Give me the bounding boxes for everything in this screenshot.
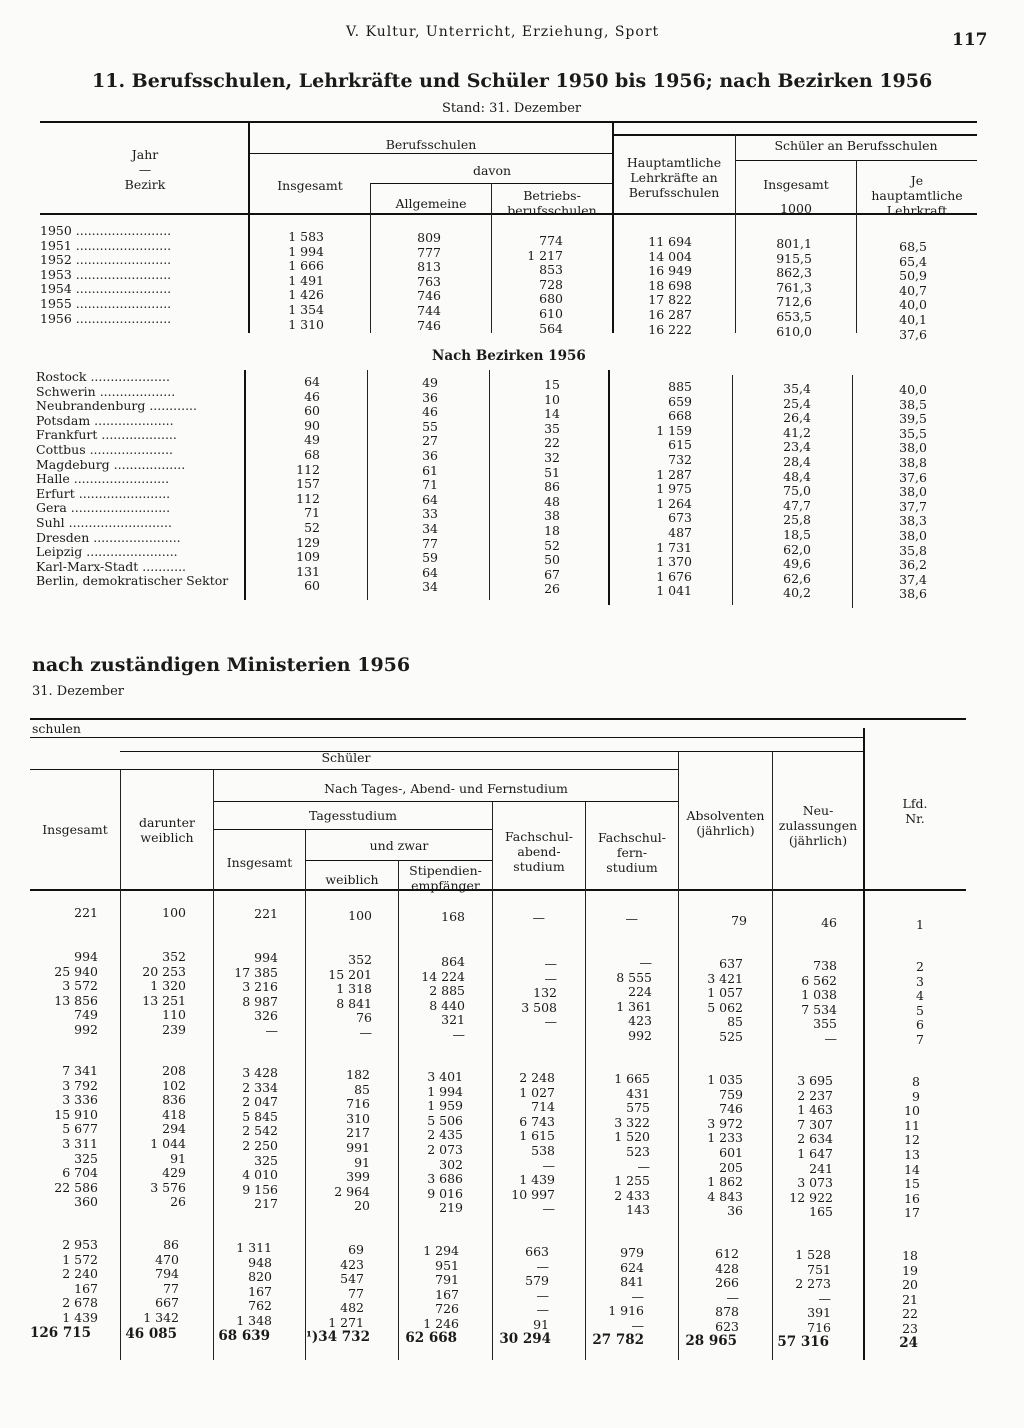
- total-neu: 57 316: [777, 1334, 829, 1350]
- running-header: V. Kultur, Unterricht, Erziehung, Sport: [346, 24, 660, 40]
- table1b-vline-2: [367, 370, 368, 600]
- g4-abend: 663 — 579 — — 91: [525, 1244, 549, 1332]
- table2-head-fernstudium: Fachschul- fern- studium: [597, 830, 667, 875]
- g4-stipendien: 1 294 951 791 167 726 1 246: [423, 1243, 459, 1331]
- table2-rule-tagesstudium: [214, 829, 492, 830]
- year-labels: 1950 ........................ 1951 ........................ 1952 ........................ 1953 ........................ 1954 ........................ 1955 ........................ 1956 ........................: [40, 224, 172, 326]
- g1-t-insgesamt: 221: [254, 906, 278, 921]
- table2-rule-insgesamt: [30, 769, 678, 770]
- years-lehrkraefte: 11 694 14 004 16 949 18 698 17 822 16 287 16 222: [648, 234, 692, 337]
- districts-allgemeine: 49 36 46 55 27 36 61 71 64 33 34 77 59 64 34: [422, 375, 438, 595]
- g4-fern: 979 624 841 — 1 916 —: [608, 1245, 644, 1333]
- g2-fern: — 8 555 224 1 361 423 992: [616, 955, 652, 1043]
- years-insgesamt: 1 583 1 994 1 666 1 491 1 426 1 354 1 310: [288, 229, 324, 332]
- years-je-lehrkraft: 68,5 65,4 50,9 40,7 40,0 40,1 37,6: [899, 239, 927, 342]
- g3-t-insgesamt: 3 428 2 334 2 047 5 845 2 542 2 250 325 4 010 9 156 217: [242, 1065, 278, 1212]
- head-jahr: Jahr: [131, 147, 159, 162]
- table2-date: 31. Dezember: [32, 684, 125, 699]
- table2-head-und-zwar: und zwar: [369, 838, 429, 853]
- table2-head-t-insgesamt: Insgesamt: [226, 855, 293, 870]
- g3-absolventen: 1 035 759 746 3 972 1 233 601 205 1 862 4 843 36: [707, 1072, 743, 1219]
- head-hauptamtliche-lehrkraefte: Hauptamtliche Lehrkräfte an Berufsschulen: [626, 155, 722, 200]
- table1-top-rule: [40, 121, 977, 123]
- g1-lfd: 1: [916, 917, 924, 932]
- g2-darunter: 352 20 253 1 320 13 251 110 239: [142, 949, 186, 1037]
- g4-neu: 1 528 751 2 273 — 391 716: [795, 1247, 831, 1335]
- g2-absolventen: 637 3 421 1 057 5 062 85 525: [707, 956, 743, 1044]
- g4-weiblich: 69 423 547 77 482 1 271: [328, 1242, 364, 1330]
- table1-stand: Stand: 31. Dezember: [442, 101, 582, 116]
- total-abend: 30 294: [499, 1331, 551, 1347]
- page-number: 117: [952, 30, 988, 50]
- total-weiblich: ¹)34 732: [306, 1329, 370, 1345]
- table1b-vline-5: [732, 375, 733, 605]
- total-darunter: 46 085: [125, 1326, 177, 1342]
- g3-abend: 2 248 1 027 714 6 743 1 615 538 — 1 439 10 997 —: [511, 1070, 555, 1217]
- table2-head-schulen: schulen: [32, 721, 81, 736]
- g3-weiblich: 182 85 716 310 217 991 91 399 2 964 20: [334, 1067, 370, 1214]
- table2-rule-nach-tages: [214, 801, 678, 802]
- years-schueler: 801,1 915,5 862,3 761,3 712,6 653,5 610,0: [776, 236, 812, 339]
- table1b-vline-6: [852, 375, 853, 608]
- g2-abend: — — 132 3 508 —: [521, 956, 557, 1030]
- g3-insgesamt: 7 341 3 792 3 336 15 910 5 677 3 311 325 6 704 22 586 360: [54, 1063, 98, 1210]
- g1-darunter: 100: [162, 905, 186, 920]
- g4-lfd: 18 19 20 21 22 23: [902, 1248, 918, 1336]
- g1-abend: —: [532, 910, 545, 925]
- districts-insgesamt: 64 46 60 90 49 68 112 157 112 71 52 129 109 131 60: [296, 374, 320, 594]
- g3-darunter: 208 102 836 418 294 1 044 91 429 3 576 26: [150, 1063, 186, 1210]
- head-bezirk: Bezirk: [124, 177, 166, 192]
- table1b-vline-4: [608, 370, 610, 605]
- table1-title: 11. Berufsschulen, Lehrkräfte und Schüler 1950 bis 1956; nach Bezirken 1956: [92, 70, 933, 92]
- table2-head-darunter-weiblich: darunter weiblich: [139, 815, 195, 845]
- table2-head-rule: [30, 889, 966, 891]
- districts-lehrkraefte: 885 659 668 1 159 615 732 1 287 1 975 1 264 673 487 1 731 1 370 1 676 1 041: [656, 379, 692, 599]
- table2-top-rule: [30, 718, 966, 720]
- total-insgesamt: 126 715: [30, 1325, 92, 1341]
- g3-neu: 3 695 2 237 1 463 7 307 2 634 1 647 241 3 073 12 922 165: [789, 1073, 833, 1220]
- head-je-lehrkraft: Je hauptamtliche Lehrkraft: [871, 173, 963, 218]
- table1-rule-berufsschulen: [250, 153, 613, 154]
- g4-t-insgesamt: 1 311 948 820 167 762 1 348: [236, 1240, 272, 1328]
- table2-head-stipendien: Stipendien- empfänger: [409, 863, 482, 893]
- districts-je-lehrkraft: 40,0 38,5 39,5 35,5 38,0 38,8 37,6 38,0 37,7 38,3 38,0 35,8 36,2 37,4 38,6: [899, 382, 927, 602]
- g2-insgesamt: 994 25 940 3 572 13 856 749 992: [54, 949, 98, 1037]
- table2-rule-schulen: [30, 737, 864, 738]
- g1-insgesamt: 221: [74, 905, 98, 920]
- total-stipendien: 62 668: [405, 1330, 457, 1346]
- head-berufsschulen: Berufsschulen: [385, 137, 477, 152]
- total-absolventen: 28 965: [685, 1333, 737, 1349]
- nach-bezirken-heading: Nach Bezirken 1956: [432, 348, 586, 364]
- g3-stipendien: 3 401 1 994 1 959 5 506 2 435 2 073 302 3 686 9 016 219: [427, 1069, 463, 1216]
- table2-title: nach zuständigen Ministerien 1956: [32, 654, 411, 676]
- table2-head-neuzulassungen: Neu- zulassungen (jährlich): [778, 803, 858, 848]
- head-schueler-an-berufsschulen: Schüler an Berufsschulen: [774, 138, 938, 153]
- table2-head-schueler: Schüler: [321, 750, 371, 765]
- g1-absolventen: 79: [731, 913, 747, 928]
- g2-lfd: 2 3 4 5 6 7: [916, 959, 924, 1047]
- districts-betriebs: 15 10 14 35 22 32 51 86 48 38 18 52 50 67 26: [544, 377, 560, 597]
- g3-fern: 1 665 431 575 3 322 1 520 523 — 1 255 2 433 143: [614, 1071, 650, 1218]
- table1b-vline-1: [244, 370, 246, 600]
- g2-t-insgesamt: 994 17 385 3 216 8 987 326 —: [234, 950, 278, 1038]
- table2-head-absolventen: Absolventen (jährlich): [686, 808, 765, 838]
- g1-stipendien: 168: [441, 909, 465, 924]
- table2-head-insgesamt: Insgesamt: [42, 822, 108, 837]
- head-davon: davon: [472, 163, 512, 178]
- g4-absolventen: 612 428 266 — 878 623: [715, 1246, 739, 1334]
- table2-head-abendstudium: Fachschul- abend- studium: [504, 829, 574, 874]
- g2-weiblich: 352 15 201 1 318 8 841 76 —: [328, 952, 372, 1040]
- table1b-vline-3: [489, 370, 490, 600]
- table2-head-tagesstudium: Tagesstudium: [308, 808, 398, 823]
- years-betriebs: 774 1 217 853 728 680 610 564: [527, 233, 563, 336]
- g1-weiblich: 100: [348, 908, 372, 923]
- table2-head-weiblich: weiblich: [325, 872, 379, 887]
- districts-schueler: 35,4 25,4 26,4 41,2 23,4 28,4 48,4 75,0 47,7 25,8 18,5 62,0 49,6 62,6 40,2: [783, 381, 811, 601]
- total-fern: 27 782: [592, 1332, 644, 1348]
- g2-stipendien: 864 14 224 2 885 8 440 321 —: [421, 954, 465, 1042]
- table1-vline-2: [370, 183, 371, 333]
- head-insgesamt: Insgesamt: [277, 178, 343, 193]
- total-lfd: 24: [899, 1335, 918, 1351]
- g1-fern: —: [625, 911, 638, 926]
- head-allgemeine: Allgemeine: [395, 196, 467, 211]
- head-schueler-1000: 1000: [780, 201, 812, 216]
- g4-insgesamt: 2 953 1 572 2 240 167 2 678 1 439: [62, 1237, 98, 1325]
- table2-vline-9: [863, 728, 865, 1360]
- g4-darunter: 86 470 794 77 667 1 342: [143, 1237, 179, 1325]
- total-t-insgesamt: 68 639: [218, 1328, 270, 1344]
- g1-neu: 46: [821, 915, 837, 930]
- years-allgemeine: 809 777 813 763 746 744 746: [417, 230, 441, 333]
- g3-lfd: 8 9 10 11 12 13 14 15 16 17: [904, 1074, 920, 1221]
- head-dash: —: [138, 162, 152, 177]
- table2-head-nach-tages: Nach Tages-, Abend- und Fernstudium: [324, 781, 568, 796]
- head-schueler-insgesamt: Insgesamt: [763, 177, 829, 192]
- district-labels: Rostock .................... Schwerin ................... Neubrandenburg ............ Potsdam .................... Frankfurt ................... Cottbus ..................... Magdeburg .................. Halle ........................ Erfurt ....................... Gera ......................... Suhl .......................... Dresden ...................... Leipzig ....................... Karl-Marx-Stadt ........... Berlin, demokratischer Sektor: [36, 370, 229, 589]
- head-betriebsberufsschulen: Betriebs- berufsschulen: [507, 188, 597, 218]
- g2-neu: 738 6 562 1 038 7 534 355 —: [801, 958, 837, 1046]
- table2-head-lfd-nr: Lfd. Nr.: [902, 796, 928, 826]
- table1-rule-right: [612, 134, 977, 136]
